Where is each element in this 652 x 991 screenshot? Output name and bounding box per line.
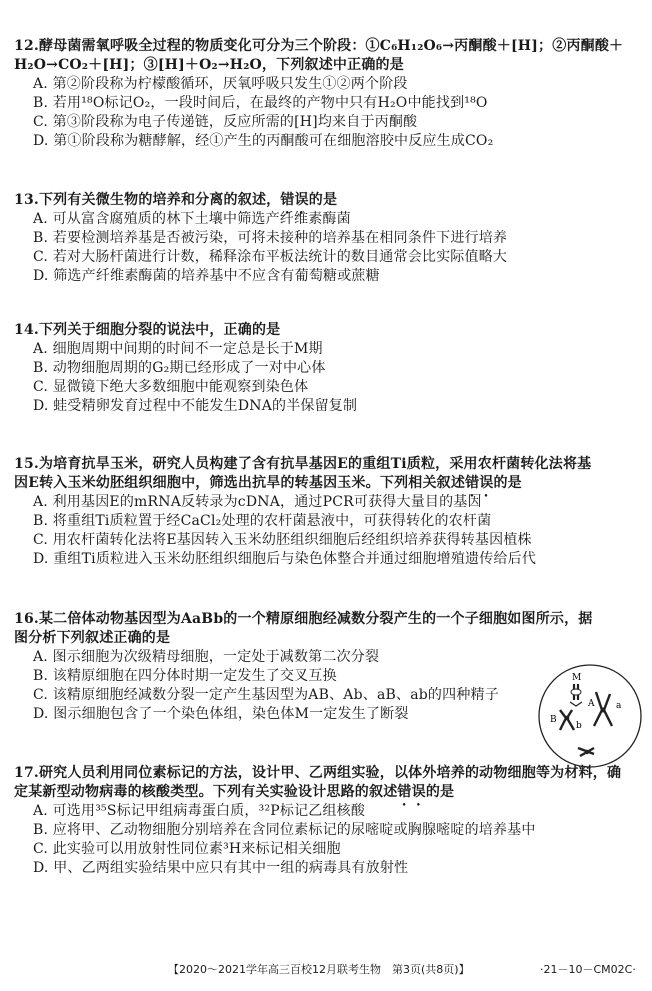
option-a: A. 细胞周期中间期的时间不一定总是长于M期 [33, 341, 323, 357]
chromosome-b [560, 710, 574, 730]
footer-exam-info: 【2020～2021学年高三百校12月联考生物 第3页(共8页)】 [168, 963, 470, 976]
chromosome-small [578, 748, 594, 756]
chromosome-m [570, 684, 582, 706]
option-b: B. 动物细胞周期的G₂期已经形成了一对中心体 [33, 360, 326, 376]
emphasized-word: 错误 [465, 475, 494, 491]
option-c: C. 用农杆菌转化法将E基因转入玉米幼胚组织细胞后经组织培养获得转基因植株 [33, 532, 532, 548]
option-a: A. 图示细胞为次级精母细胞，一定处于减数第二次分裂 [33, 649, 380, 665]
option-c: C. 显微镜下绝大多数细胞中能观察到染色体 [33, 379, 309, 395]
option-d: D. 筛选产纤维素酶菌的培养基中不应含有葡萄糖或蔗糖 [33, 268, 380, 284]
stem-text: 的是 [308, 192, 338, 208]
stem-text: 定某新型动物病毒的核酸类型。下列有关实验设计思路的叙述 [14, 784, 398, 800]
option-b: B. 应将甲、乙动物细胞分别培养在含同位素标记的尿嘧啶或胸腺嘧啶的培养基中 [33, 822, 536, 838]
option-c: C. 若对大肠杆菌进行计数，稀释涂布平板法统计的数目通常会比实际值略大 [33, 249, 508, 265]
option-b: B. 若用¹⁸O标记O₂，一段时间后，在最终的产物中只有H₂O中能找到¹⁸O [33, 95, 488, 111]
question-stem-line: H₂O→CO₂＋[H]；③[H]＋O₂→H₂O，下列叙述中正确的是 [14, 57, 404, 73]
question-15 [14, 455, 644, 569]
figure-label-b-lower: b [576, 721, 582, 731]
stem-text: 的是 [493, 475, 522, 491]
question-stem-line: 12.酵母菌需氧呼吸全过程的物质变化可分为三个阶段：①C₆H₁₂O₆→丙酮酸＋[H]；②丙酮酸＋ [14, 38, 624, 54]
question-stem-line: 16.某二倍体动物基因型为AaBb的一个精原细胞经减数分裂产生的一个子细胞如图所示，据 [14, 611, 593, 627]
option-a: A. 可选用³⁵S标记甲组病毒蛋白质，³²P标记乙组核酸 [33, 803, 366, 819]
option-c: C. 第③阶段称为电子传递链，反应所需的[H]均来自于丙酮酸 [33, 114, 418, 130]
option-d: D. 甲、乙两组实验结果中应只有其中一组的病毒具有放射性 [33, 860, 409, 876]
option-a: A. 利用基因E的mRNA反转录为cDNA，通过PCR可获得大量目的基因 [33, 494, 482, 510]
option-d: D. 蛙受精卵发育过程中不能发生DNA的半保留复制 [33, 398, 358, 414]
cell-division-figure [536, 662, 644, 770]
emphasized-word: 错误 [280, 192, 309, 208]
figure-label-a-upper: A [588, 699, 595, 709]
question-17 [14, 764, 644, 878]
chromosome-a [594, 692, 612, 726]
stem-text: 13.下列有关微生物的培养和分离的叙述， [14, 192, 281, 208]
question-stem-line: 17.研究人员利用同位素标记的方法，设计甲、乙两组实验，以体外培养的动物细胞等为材料，确 [14, 765, 622, 781]
question-stem-line: 图分析下列叙述正确的是 [14, 630, 171, 646]
option-c: C. 此实验可以用放射性同位素³H来标记相关细胞 [33, 841, 341, 857]
footer-code: ·21－10－CM02C· [540, 963, 636, 976]
option-d: D. 第①阶段称为糖酵解，经①产生的丙酮酸可在细胞溶胶中反应生成CO₂ [33, 133, 494, 149]
question-stem-line: 15.为培育抗旱玉米，研究人员构建了含有抗旱基因E的重组Ti质粒，采用农杆菌转化法将基 [14, 456, 592, 472]
question-13 [14, 191, 644, 286]
question-14 [14, 321, 644, 416]
emphasized-word: 错误 [397, 784, 426, 800]
figure-label-b-upper: B [550, 715, 557, 725]
option-a: A. 可从富含腐殖质的林下土壤中筛选产纤维素酶菌 [33, 211, 351, 227]
figure-label-m: M [572, 673, 582, 683]
stem-text: 的是 [425, 784, 455, 800]
question-stem-line: 14.下列关于细胞分裂的说法中，正确的是 [14, 322, 281, 338]
option-b: B. 将重组Ti质粒置于经CaCl₂处理的农杆菌悬液中，可获得转化的农杆菌 [33, 513, 492, 529]
option-b: B. 若要检测培养基是否被污染，可将未接种的培养基在相同条件下进行培养 [33, 230, 508, 246]
question-stem-line [14, 783, 644, 802]
figure-label-a-lower: a [616, 701, 622, 711]
question-12 [14, 37, 644, 151]
option-a: A. 第②阶段称为柠檬酸循环，厌氧呼吸只发生①②两个阶段 [33, 76, 408, 92]
option-d: D. 重组Ti质粒进入玉米幼胚组织细胞后与染色体整合并通过细胞增殖遗传给后代 [33, 551, 537, 567]
question-stem-line [14, 474, 644, 493]
option-b: B. 该精原细胞在四分体时期一定发生了交叉互换 [33, 668, 337, 684]
option-c: C. 该精原细胞经减数分裂一定产生基因型为AB、Ab、aB、ab的四种精子 [33, 687, 499, 703]
option-d: D. 图示细胞包含了一个染色体组，染色体M一定发生了断裂 [33, 706, 409, 722]
stem-text: 因E转入玉米幼胚组织细胞中，筛选出抗旱的转基因玉米。下列相关叙述 [14, 475, 466, 491]
question-stem-line [14, 191, 644, 210]
